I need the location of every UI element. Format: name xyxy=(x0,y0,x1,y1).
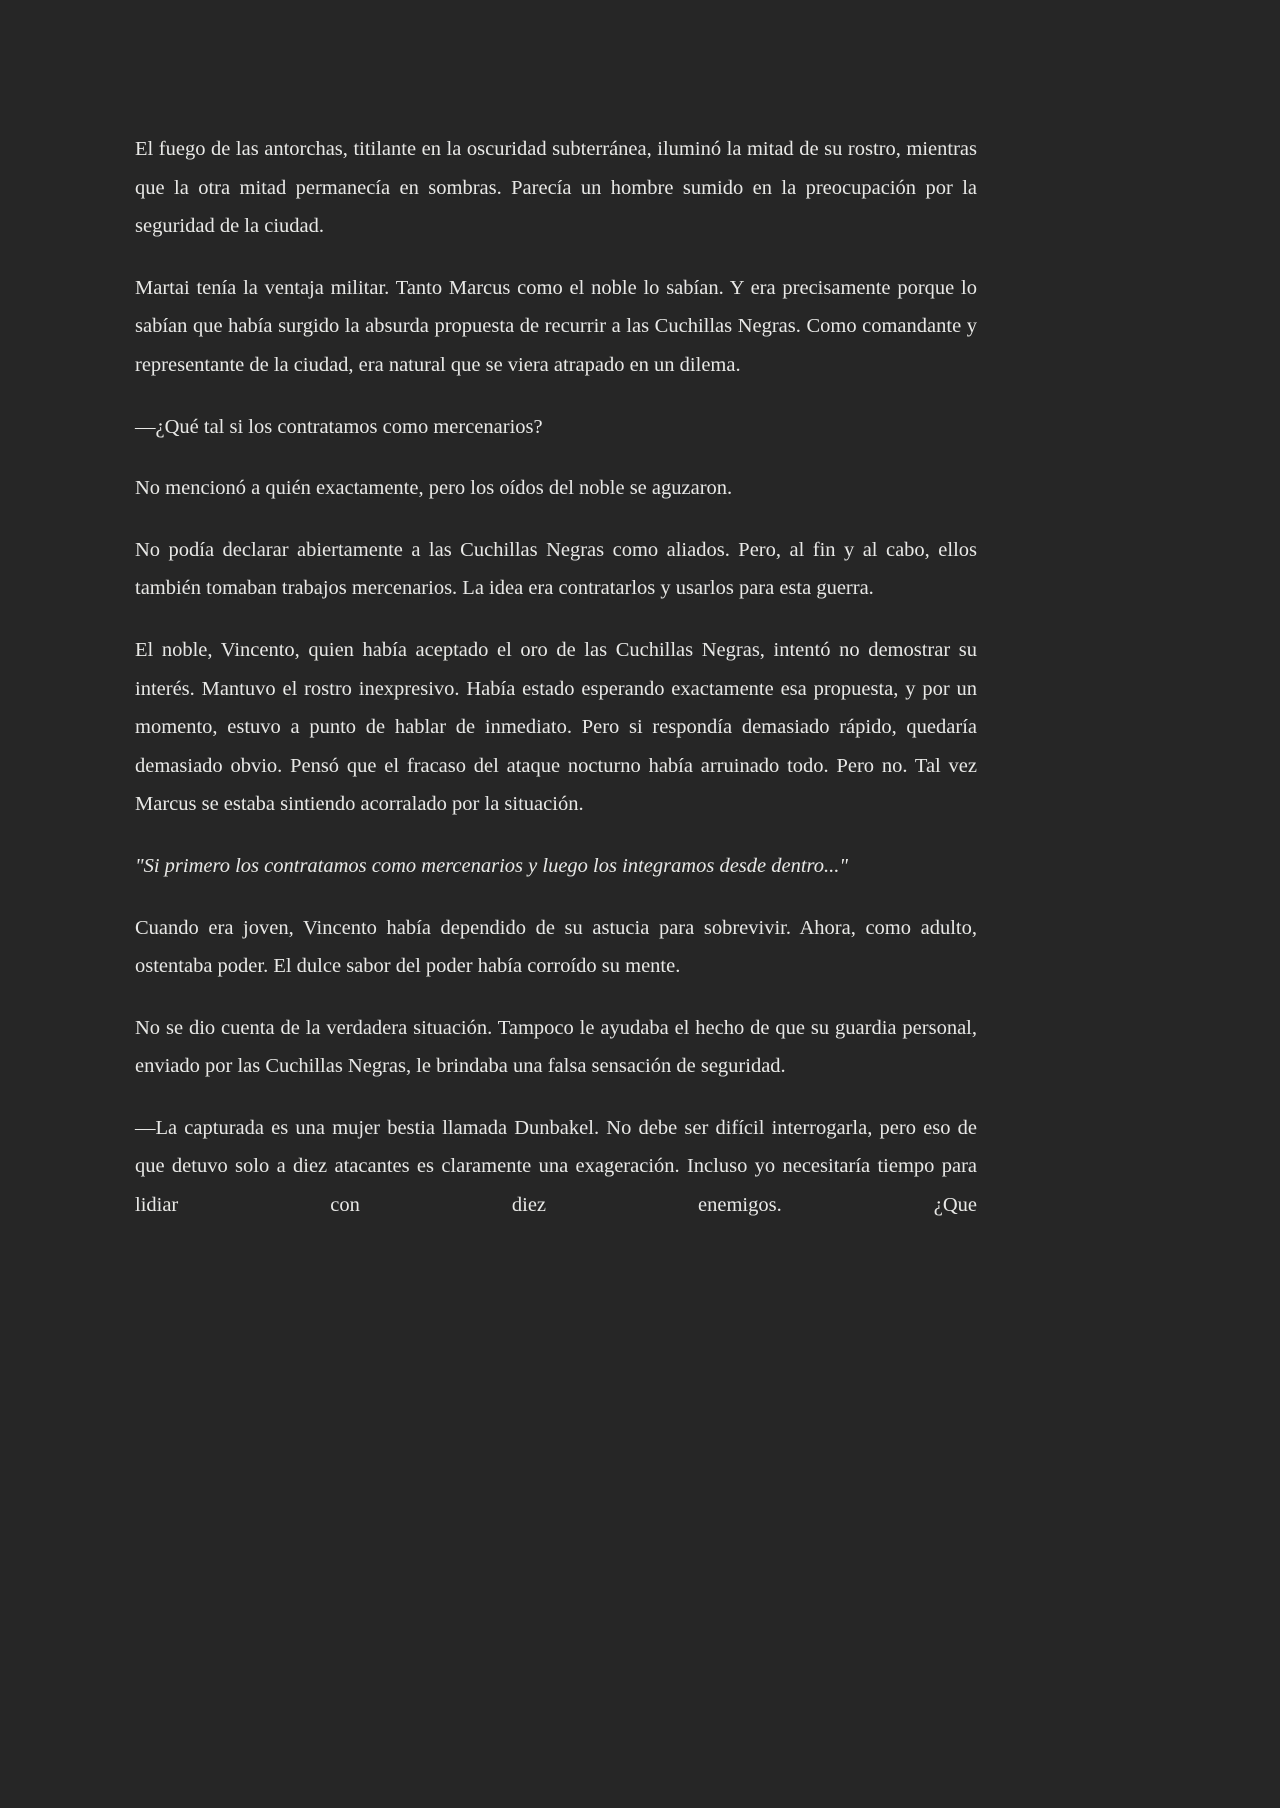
paragraph: Cuando era joven, Vincento había dependido de su astucia para sobrevivir. Ahora, como adulto, ostentaba poder. El dulce sabor del poder había corroído su mente. xyxy=(135,916,977,978)
paragraph: No mencionó a quién exactamente, pero los oídos del noble se aguzaron. xyxy=(135,477,733,500)
paragraph: "Si primero los contratamos como mercenarios y luego los integramos desde dentro..." xyxy=(135,854,849,877)
paragraph: Martai tenía la ventaja militar. Tanto Marcus como el noble lo sabían. Y era precisamente porque lo sabían que había surgido la absurda propuesta de recurrir a las Cuchillas Negras. Como comandante y representante de la ciudad, era natural que se viera atrapado en un dilema. xyxy=(135,276,977,376)
paragraph: El noble, Vincento, quien había aceptado el oro de las Cuchillas Negras, intentó no demostrar su interés. Mantuvo el rostro inexpresivo. Había estado esperando exactamente esa propuesta, y por un momento, estuvo a punto de hablar de inmediato. Pero si respondía demasiado rápido, quedaría demasiado obvio. Pensó que el fracaso del ataque nocturno había arruinado todo. Pero no. Tal vez Marcus se estaba sintiendo acorralado por la situación. xyxy=(135,638,977,816)
paragraph: El fuego de las antorchas, titilante en la oscuridad subterránea, iluminó la mitad de su rostro, mientras que la otra mitad permanecía en sombras. Parecía un hombre sumido en la preocupación por la seguridad de la ciudad. xyxy=(135,138,977,238)
paragraph: —La capturada es una mujer bestia llamada Dunbakel. No debe ser difícil interrogarla, pero eso de que detuvo solo a diez atacantes es claramente una exageración. Incluso yo necesitaría tiempo para lidiar con diez enemigos. ¿Que xyxy=(135,1116,977,1217)
paragraph: No podía declarar abiertamente a las Cuchillas Negras como aliados. Pero, al fin y al cabo, ellos también tomaban trabajos mercenarios. La idea era contratarlos y usarlos para esta guerra. xyxy=(135,538,977,600)
text-content xyxy=(135,130,977,1225)
paragraph: No se dio cuenta de la verdadera situación. Tampoco le ayudaba el hecho de que su guardia personal, enviado por las Cuchillas Negras, le brindaba una falsa sensación de seguridad. xyxy=(135,1016,977,1078)
paragraph: —¿Qué tal si los contratamos como mercenarios? xyxy=(135,415,543,438)
